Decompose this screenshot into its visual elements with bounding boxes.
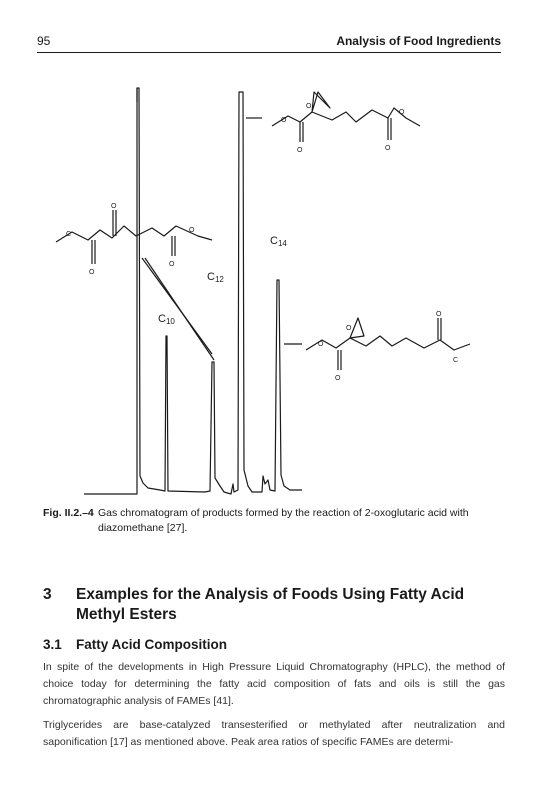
structure-left	[56, 210, 212, 264]
subsection-title: Fatty Acid Composition	[76, 637, 227, 652]
svg-text:O: O	[281, 117, 287, 124]
figure-label: Fig. II.2.–4	[43, 507, 94, 519]
svg-text:O: O	[297, 147, 303, 154]
svg-text:C: C	[66, 231, 72, 238]
section-number: 3	[43, 586, 52, 603]
figure-caption	[43, 506, 505, 536]
body-paragraph-1: In spite of the developments in High Pressure Liquid Chromatography (HPLC), the method of choice today for determining the fatty acid composition of fats and oils is still the gas chromatographic analysis of FAMEs [41].	[43, 661, 505, 707]
chromatogram-trace	[84, 88, 302, 494]
peak-label-c10: C10	[158, 313, 175, 326]
section-title: Examples for the Analysis of Foods Using Fatty Acid Methyl Esters	[76, 586, 465, 623]
section-heading	[43, 585, 505, 625]
svg-text:O: O	[189, 227, 195, 234]
svg-text:O: O	[346, 325, 352, 332]
svg-text:O: O	[436, 311, 442, 318]
peak-label-c12: C12	[207, 271, 224, 284]
body-paragraph-2: Triglycerides are base-catalyzed transesterified or methylated after neutralization and saponification [17] as mentioned above. Peak area ratios of specific FAMEs are determi-	[43, 719, 505, 748]
subsection-heading	[43, 637, 227, 652]
svg-text:O: O	[111, 203, 117, 210]
atom-o: O	[306, 103, 312, 110]
structure-bottom-right	[284, 318, 470, 370]
svg-text:O: O	[385, 145, 391, 152]
svg-text:O: O	[399, 109, 405, 116]
subsection-number: 3.1	[43, 637, 62, 652]
figure-caption-text: Gas chromatogram of products formed by the reaction of 2-oxoglutaric acid with diazomethane [27].	[98, 507, 469, 534]
svg-text:O: O	[89, 269, 95, 276]
page-number: 95	[37, 34, 51, 48]
svg-text:O: O	[318, 341, 324, 348]
peak-label-c14: C14	[270, 235, 287, 248]
svg-text:C: C	[453, 357, 459, 364]
running-head: Analysis of Food Ingredients	[336, 34, 501, 48]
svg-text:O: O	[335, 375, 341, 382]
svg-text:O: O	[169, 261, 175, 268]
structure-top-right	[246, 92, 420, 142]
